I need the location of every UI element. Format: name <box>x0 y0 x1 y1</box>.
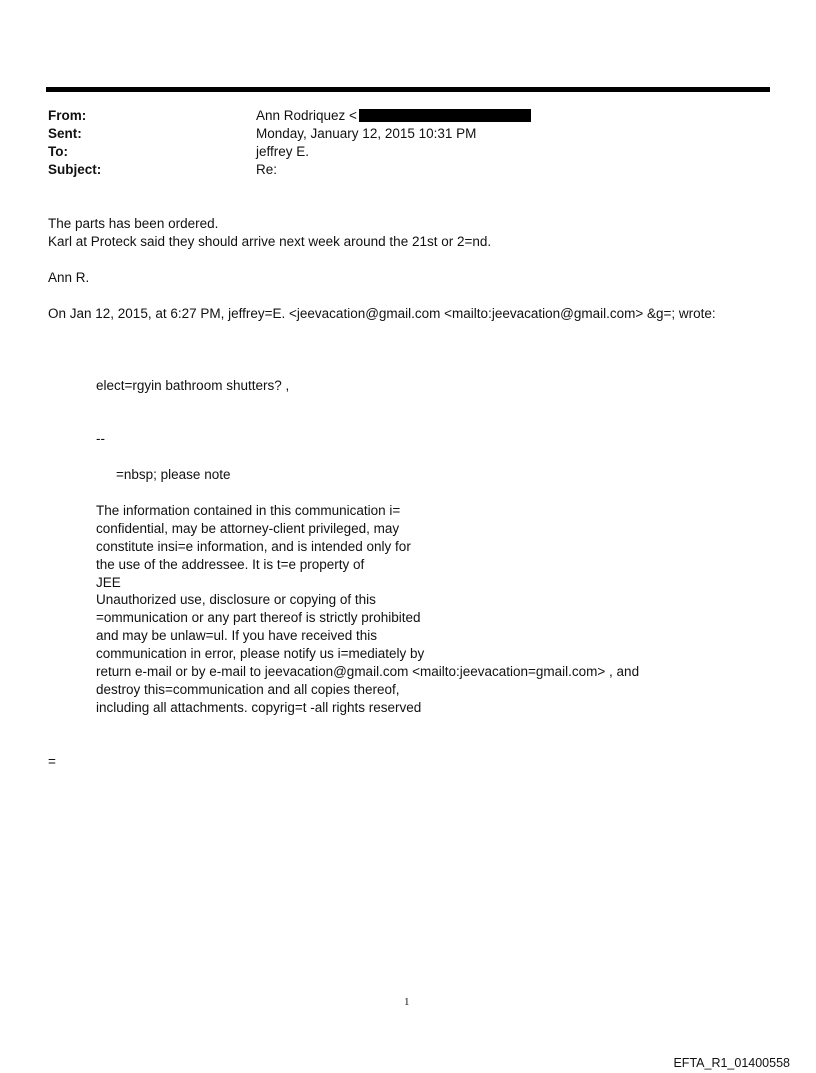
disclaimer-paragraph <box>96 502 639 717</box>
signature: Ann R. <box>48 270 90 285</box>
disclaimer-line: The information contained in this communication i= <box>96 503 401 518</box>
disclaimer-line: destroy this=communication and all copies thereof, <box>96 681 400 697</box>
disclaimer-line: including all attachments. copyrig=t -all rights reserved <box>96 699 422 715</box>
from-value <box>256 108 531 123</box>
redaction-block <box>359 109 531 122</box>
to-value: jeffrey E. <box>256 144 310 159</box>
disclaimer-line: =ommunication or any part thereof is strictly prohibited <box>96 610 421 626</box>
disclaimer-line: confidential, may be attorney-client privileged, may <box>96 520 400 536</box>
sent-value: Monday, January 12, 2015 10:31 PM <box>256 126 477 141</box>
disclaimer-line: constitute insi=e information, and is intended only for <box>96 538 411 554</box>
subject-label: Subject: <box>48 162 102 177</box>
header-rule <box>46 87 770 92</box>
quote-intro: On Jan 12, 2015, at 6:27 PM, jeffrey=E. <jeevacation@gmail.com <mailto:jeevacation@gmail.com> &g=; wrote: <box>48 306 716 321</box>
disclaimer-line: communication in error, please notify us i=mediately by <box>96 646 425 662</box>
signature-dashes: -- <box>96 431 105 446</box>
quoted-text: elect=rgyin bathroom shutters? , <box>96 378 290 393</box>
disclaimer-line: JEE <box>96 574 121 590</box>
disclaimer-line: and may be unlaw=ul. If you have received this <box>96 628 378 644</box>
body-line-1: The parts has been ordered. <box>48 216 219 231</box>
trailing-char: = <box>48 754 56 769</box>
to-label: To: <box>48 144 68 159</box>
disclaimer-line: the use of the addressee. It is t=e property of <box>96 556 365 572</box>
disclaimer-line: return e-mail or by e-mail to jeevacation@gmail.com <mailto:jeevacation=gmail.com> , and <box>96 664 640 680</box>
body-line-2: Karl at Proteck said they should arrive next week around the 21st or 2=nd. <box>48 234 492 249</box>
nbsp-note: =nbsp; please note <box>116 467 231 482</box>
document-id: EFTA_R1_01400558 <box>673 1056 790 1070</box>
sent-label: Sent: <box>48 126 82 141</box>
disclaimer-line: Unauthorized use, disclosure or copying of this <box>96 592 376 608</box>
subject-value: Re: <box>256 162 278 177</box>
from-name: Ann Rodriquez < <box>256 108 357 123</box>
page-number: 1 <box>404 996 410 1008</box>
from-label: From: <box>48 108 87 123</box>
